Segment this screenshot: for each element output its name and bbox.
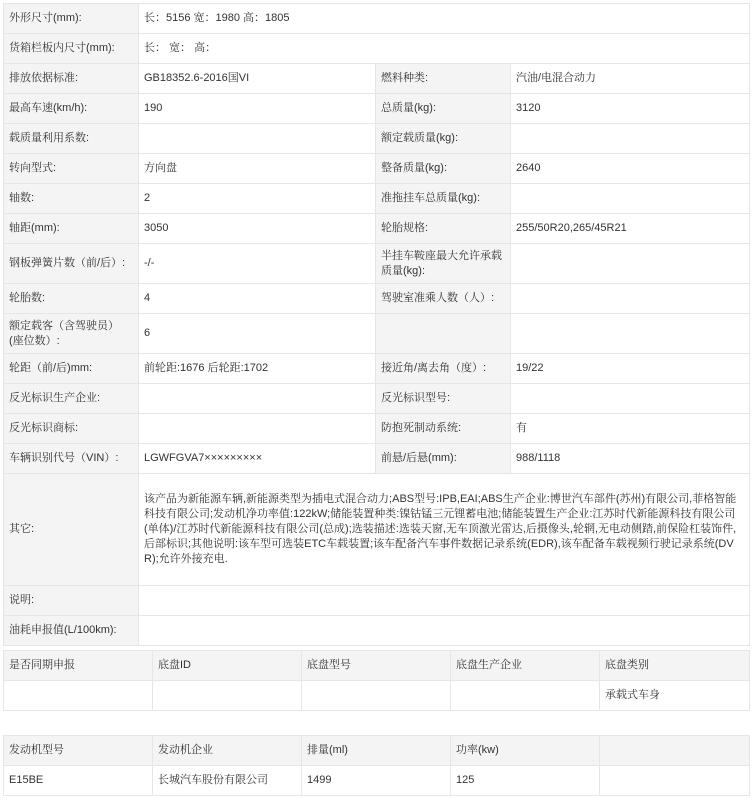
spec-value: LGWFGVA7××××××××× bbox=[139, 444, 376, 474]
spec-row bbox=[4, 354, 750, 384]
spec-label: 防抱死制动系统: bbox=[376, 414, 511, 444]
spec-value: 方向盘 bbox=[139, 154, 376, 184]
spec-value: 6 bbox=[139, 314, 376, 354]
chassis-cell: 承载式车身 bbox=[600, 681, 750, 711]
spec-row bbox=[4, 154, 750, 184]
spec-table bbox=[3, 3, 750, 646]
spec-label: 整备质量(kg): bbox=[376, 154, 511, 184]
spec-value bbox=[139, 414, 376, 444]
spec-row bbox=[4, 616, 750, 646]
note-value bbox=[139, 586, 750, 616]
outer-dimensions-value: 长：5156 宽：1980 高：1805 bbox=[139, 4, 750, 34]
spec-label bbox=[376, 314, 511, 354]
chassis-header-row bbox=[4, 651, 750, 681]
spec-label: 总质量(kg): bbox=[376, 94, 511, 124]
spec-value: 255/50R20,265/45R21 bbox=[511, 214, 750, 244]
spec-label: 轮胎数: bbox=[4, 284, 139, 314]
spec-value bbox=[511, 244, 750, 284]
outer-dimensions-label: 外形尺寸(mm): bbox=[4, 4, 139, 34]
spec-row bbox=[4, 314, 750, 354]
spec-label: 反光标识商标: bbox=[4, 414, 139, 444]
other-value: 该产品为新能源车辆,新能源类型为插电式混合动力;ABS型号:IPB,EAI;ABS生产企业:博世汽车部件(苏州)有限公司,菲格智能科技有限公司;发动机净功率值:122kW;储能装置种类:镍钴锰三元锂蓄电池;储能装置生产企业:江苏时代新能源科技有限公司(单体)/江苏时代新能源科技有限公司(总成);选装描述:选装天窗,无车顶激光雷达,后摄像头,轮辋,无电动侧踏,前保险杠装饰件,后部标识;其他说明:该车型可选装ETC车载装置;该车配备汽车事件数据记录系统(EDR),该车配备车载视频行驶记录系统(DVR);允许外接充电. bbox=[139, 474, 750, 586]
chassis-cell bbox=[302, 681, 451, 711]
spec-value bbox=[511, 284, 750, 314]
spec-row bbox=[4, 586, 750, 616]
engine-cell: 125 bbox=[451, 766, 600, 796]
engine-header-cell: 发动机型号 bbox=[4, 736, 153, 766]
spec-value: 有 bbox=[511, 414, 750, 444]
spec-value: 3050 bbox=[139, 214, 376, 244]
engine-cell: 1499 bbox=[302, 766, 451, 796]
spec-label: 车辆识别代号（VIN）: bbox=[4, 444, 139, 474]
spec-row bbox=[4, 244, 750, 284]
cargo-dimensions-value: 长： 宽： 高： bbox=[139, 34, 750, 64]
spec-value bbox=[139, 124, 376, 154]
spec-value: 19/22 bbox=[511, 354, 750, 384]
chassis-cell bbox=[451, 681, 600, 711]
spec-label: 转向型式: bbox=[4, 154, 139, 184]
chassis-table bbox=[3, 650, 750, 711]
engine-header-cell bbox=[600, 736, 750, 766]
chassis-header-cell: 底盘生产企业 bbox=[451, 651, 600, 681]
engine-header-cell: 排量(ml) bbox=[302, 736, 451, 766]
spec-label: 半挂车鞍座最大允许承载质量(kg): bbox=[376, 244, 511, 284]
spec-row bbox=[4, 444, 750, 474]
spec-label: 排放依据标准: bbox=[4, 64, 139, 94]
spec-value: 前轮距:1676 后轮距:1702 bbox=[139, 354, 376, 384]
spec-value: 4 bbox=[139, 284, 376, 314]
note-label: 说明: bbox=[4, 586, 139, 616]
engine-cell bbox=[600, 766, 750, 796]
spec-label: 载质量利用系数: bbox=[4, 124, 139, 154]
chassis-header-cell: 是否同期申报 bbox=[4, 651, 153, 681]
chassis-cell bbox=[153, 681, 302, 711]
spec-row bbox=[4, 124, 750, 154]
spec-row bbox=[4, 384, 750, 414]
spec-row bbox=[4, 34, 750, 64]
spec-row bbox=[4, 214, 750, 244]
chassis-header-cell: 底盘类别 bbox=[600, 651, 750, 681]
spec-value bbox=[139, 384, 376, 414]
spec-label: 轴距(mm): bbox=[4, 214, 139, 244]
spec-row bbox=[4, 414, 750, 444]
spec-value: 2 bbox=[139, 184, 376, 214]
spec-row bbox=[4, 284, 750, 314]
spec-label: 反光标识生产企业: bbox=[4, 384, 139, 414]
spec-label: 最高车速(km/h): bbox=[4, 94, 139, 124]
spec-label: 轮胎规格: bbox=[376, 214, 511, 244]
spec-value bbox=[511, 314, 750, 354]
spec-value: 汽油/电混合动力 bbox=[511, 64, 750, 94]
spec-label: 轴数: bbox=[4, 184, 139, 214]
engine-header-cell: 发动机企业 bbox=[153, 736, 302, 766]
spec-label: 额定载质量(kg): bbox=[376, 124, 511, 154]
engine-cell: 长城汽车股份有限公司 bbox=[153, 766, 302, 796]
spec-value bbox=[511, 184, 750, 214]
spec-value bbox=[511, 384, 750, 414]
chassis-cell bbox=[4, 681, 153, 711]
spec-row bbox=[4, 64, 750, 94]
spec-row bbox=[4, 474, 750, 586]
fuel-label: 油耗申报值(L/100km): bbox=[4, 616, 139, 646]
spec-value: GB18352.6-2016国VI bbox=[139, 64, 376, 94]
spec-label: 接近角/离去角（度）: bbox=[376, 354, 511, 384]
spec-value: 988/1118 bbox=[511, 444, 750, 474]
spec-value bbox=[511, 124, 750, 154]
spec-value: -/- bbox=[139, 244, 376, 284]
spec-row bbox=[4, 94, 750, 124]
spec-label: 钢板弹簧片数（前/后）: bbox=[4, 244, 139, 284]
engine-header-row bbox=[4, 736, 750, 766]
spec-row bbox=[4, 184, 750, 214]
spec-value: 190 bbox=[139, 94, 376, 124]
spec-label: 前悬/后悬(mm): bbox=[376, 444, 511, 474]
spec-row bbox=[4, 4, 750, 34]
engine-header-cell: 功率(kw) bbox=[451, 736, 600, 766]
engine-row bbox=[4, 766, 750, 796]
spec-label: 额定载客（含驾驶员）(座位数）: bbox=[4, 314, 139, 354]
spec-label: 准拖挂车总质量(kg): bbox=[376, 184, 511, 214]
other-label: 其它: bbox=[4, 474, 139, 586]
spec-label: 反光标识型号: bbox=[376, 384, 511, 414]
engine-table bbox=[3, 735, 750, 796]
engine-cell: E15BE bbox=[4, 766, 153, 796]
spec-label: 轮距（前/后)mm: bbox=[4, 354, 139, 384]
cargo-dimensions-label: 货箱栏板内尺寸(mm): bbox=[4, 34, 139, 64]
spec-label: 燃料种类: bbox=[376, 64, 511, 94]
chassis-header-cell: 底盘型号 bbox=[302, 651, 451, 681]
spec-label: 驾驶室准乘人数（人）: bbox=[376, 284, 511, 314]
fuel-value bbox=[139, 616, 750, 646]
chassis-header-cell: 底盘ID bbox=[153, 651, 302, 681]
chassis-row bbox=[4, 681, 750, 711]
spec-value: 3120 bbox=[511, 94, 750, 124]
spec-value: 2640 bbox=[511, 154, 750, 184]
